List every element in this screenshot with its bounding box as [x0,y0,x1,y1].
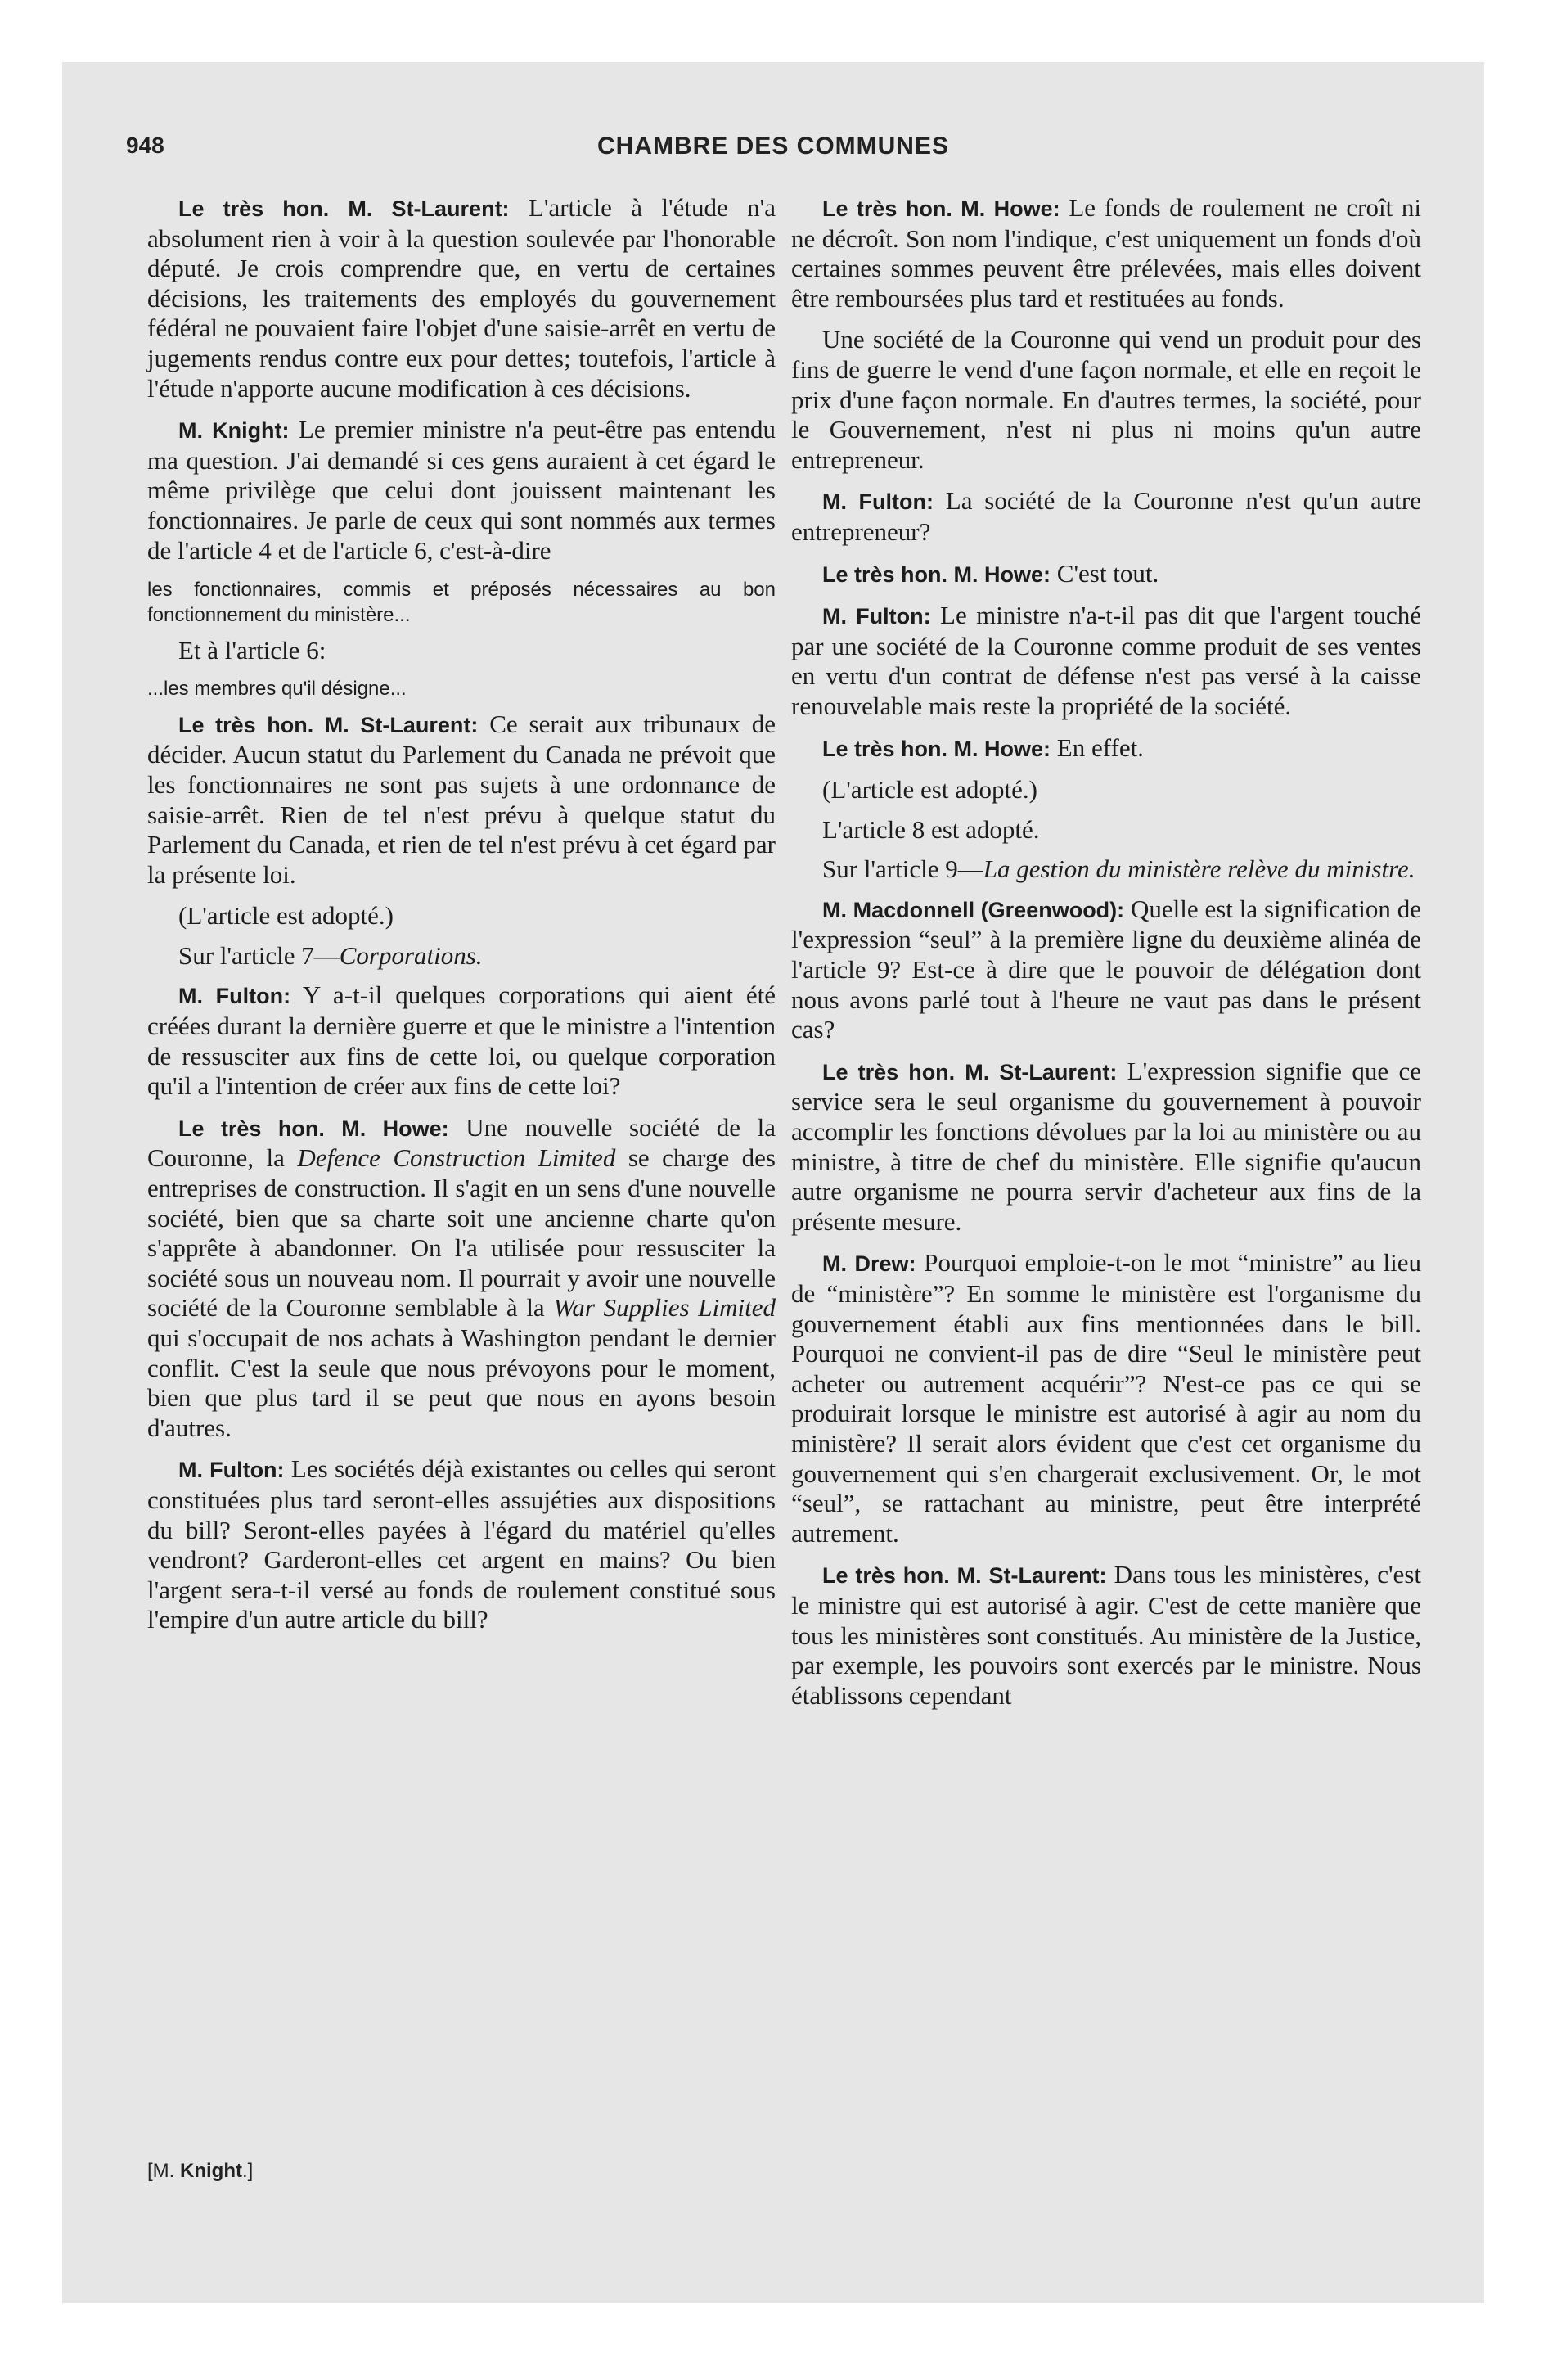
paragraph [791,193,1421,313]
speech-text: qui s'occupait de nos achats à Washington pendant le dernier conflit. C'est la seule que nous prévoyons pour le moment, bien que plus tard il se peut que nous en ayons besoin d'autres. [147,1323,776,1442]
article-prefix: Sur l'article 9— [822,854,983,884]
speech-text: Le fonds de roulement ne croît ni ne décroît. Son nom l'indique, c'est uniquement un fonds d'où certaines sommes peuvent être prélevées, mais elles doivent être remboursées plus tard et restituées au fonds. [791,193,1421,313]
paragraph: Une société de la Couronne qui vend un produit pour des fins de guerre le vend d'une façon normale, et elle en reçoit le prix d'une façon normale. En d'autres termes, la société, pour le Gouvernement, n'est ni plus ni moins qu'un autre entrepreneur. [791,325,1421,474]
article-prefix: Sur l'article 7— [178,940,340,970]
speaker-name: Le très hon. M. Howe: [822,736,1051,761]
procedural-note: (L'article est adopté.) [822,775,1037,805]
paragraph [791,601,1421,721]
quotation: ...les membres qu'il désigne... [147,677,407,700]
speech-text: C'est tout. [1051,558,1159,588]
speech-text: Le ministre n'a-t-il pas dit que l'argent touché par une société de la Couronne comme produit de ses ventes en vertu d'un contrat de défense n'est pas versé à la caisse renouvelable mais reste la propriété de la société. [791,601,1422,720]
footer-speaker-tag [147,2160,253,2183]
speaker-name: M. Fulton: [178,1458,285,1483]
footer-name: Knight [180,2160,242,2182]
speaker-name: Le très hon. M. Howe: [822,196,1060,221]
page-number: 948 [126,133,164,158]
speech-text: Dans tous les ministères, c'est le ministre qui est autorisé à agir. C'est de cette manière que tous les ministères sont constitués. Au ministère de la Justice, par exemple, les pouvoirs sont exercés par le ministre. Nous établissons cependant [791,1560,1421,1710]
speaker-name: Le très hon. M. Howe: [822,561,1051,587]
company-name: War Supplies Limited [553,1293,776,1323]
procedural-note: (L'article est adopté.) [178,901,394,931]
paragraph [147,1113,776,1444]
speech-text: Y a-t-il quelques corporations qui aient été créées durant la dernière guerre et que le ministre a l'intention de ressusciter aux fins de cette loi, ou quelque corporation qu'il a l'intention de créer aux fins de cette loi? [147,980,776,1101]
paragraph [791,486,1421,547]
paragraph [791,559,1421,590]
article-heading [791,854,1421,885]
paragraph [791,895,1421,1045]
paragraph [147,1454,776,1635]
right-column [791,193,1421,1722]
article-title: La gestion du ministère relève du ministre. [983,854,1415,884]
speech-text: Une nouvelle société de la Couronne, la [147,1112,776,1173]
speaker-name: M. Fulton: [822,489,934,515]
speaker-name: M. Macdonnell (Greenwood): [822,897,1125,922]
speaker-name: Le très hon. M. Howe: [178,1116,449,1141]
paragraph [791,733,1421,764]
speech-text: L'article à l'étude n'a absolument rien à voir à la question soulevée par l'honorable député. Je crois comprendre que, en vertu de certaines décisions, les traitements des employés du gouvernement fédéral ne pouvaient faire l'objet d'une saisie-arrêt en vertu de jugements rendus contre eux pour dettes; toutefois, l'article à l'étude n'apporte aucune modification à ces décisions. [147,193,776,403]
paragraph [147,710,776,890]
speaker-name: M. Fulton: [178,984,291,1009]
article-heading [147,941,776,971]
paragraph [791,1057,1421,1237]
quotation: les fonctionnaires, commis et préposés nécessaires au bon fonctionnement du ministère... [147,579,776,627]
article-title: Corporations. [339,940,483,970]
speech-text: Le premier ministre n'a peut-être pas entendu ma question. J'ai demandé si ces gens auraient à cet égard le même privilège que celui dont jouissent maintenant les fonctionnaires. Je parle de ceux qui sont nommés aux termes de l'article 4 et de l'article 6, c'est-à-dire [147,415,776,565]
paragraph [147,193,776,403]
speaker-name: M. Drew: [822,1251,916,1277]
speech-text: Pourquoi emploie-t-on le mot “ministre” au lieu de “ministère”? En somme le ministère est l'organisme du gouvernement établi aux fins mentionnées dans le bill. Pourquoi ne convient-il pas de dire “Seul le ministère peut acheter ou autrement acquérir”? N'est-ce pas ce qui se produirait lorsque le ministre est autorisé à agir au nom du ministère? Il serait alors évident que c'est cet organisme du gouvernement qui s'en chargerait exclusivement. Or, le mot “seul”, se rattachant au ministre, peut être interprété autrement. [791,1248,1421,1548]
footer-close: .] [241,2160,254,2182]
paragraph [791,1560,1421,1711]
speech-text: Quelle est la signification de l'expression “seul” à la première ligne du deuxième alinéa de l'article 9? Est-ce à dire que le pouvoir de délégation dont nous avons parlé tout à l'heure ne vaut pas dans le présent cas? [791,894,1422,1044]
speech-text: En effet. [1051,732,1144,762]
paragraph: Et à l'article 6: [178,636,326,665]
footer-open: [M. [147,2160,180,2182]
paragraph [791,1248,1421,1548]
speaker-name: M. Knight: [178,418,290,444]
running-title: CHAMBRE DES COMMUNES [596,133,949,160]
paragraph [147,415,776,566]
speaker-name: Le très hon. M. St-Laurent: [178,712,479,737]
document-page [62,62,1484,2303]
speaker-name: Le très hon. M. St-Laurent: [178,196,510,221]
company-name: Defence Construction Limited [297,1143,616,1173]
speech-text: se charge des entreprises de construction. Il s'agit en un sens d'une nouvelle société, bien que sa charte soit une ancienne charte qu'on s'apprête à abandonner. On l'a utilisée pour ressusciter la société sous un nouveau nom. Il pourrait y avoir une nouvelle société de la Couronne semblable à la [147,1143,776,1323]
left-column [147,193,776,1647]
speaker-name: Le très hon. M. St-Laurent: [822,1059,1118,1084]
procedural-note: L'article 8 est adopté. [822,814,1040,844]
speech-text: L'expression signifie que ce service sera le seul organisme du gouvernement à pouvoir accomplir les fonctions dévolues par la loi au ministère ou au ministre, à titre de chef du ministère. Elle signifie qu'aucun autre organisme ne pourra servir d'acheteur aux fins de la présente mesure. [791,1056,1421,1236]
speech-text: La société de la Couronne n'est qu'un autre entrepreneur? [791,486,1422,546]
speaker-name: M. Fulton: [822,604,931,629]
speech-text: Ce serait aux tribunaux de décider. Aucun statut du Parlement du Canada ne prévoit que les fonctionnaires ne sont pas sujets à une ordonnance de saisie-arrêt. Rien de tel n'est prévu à quelque statut du Parlement du Canada, et rien de tel n'est prévu à cet égard par la présente loi. [147,709,776,889]
speaker-name: Le très hon. M. St-Laurent: [822,1563,1107,1589]
paragraph [147,980,776,1101]
speech-text: Les sociétés déjà existantes ou celles qui seront constituées plus tard seront-elles assujéties aux dispositions du bill? Seront-elles payées à l'égard du matériel qu'elles vendront? Garderont-elles cet argent en mains? Ou bien l'argent sera-t-il versé au fonds de roulement constitué sous l'empire d'un autre article du bill? [147,1454,776,1634]
